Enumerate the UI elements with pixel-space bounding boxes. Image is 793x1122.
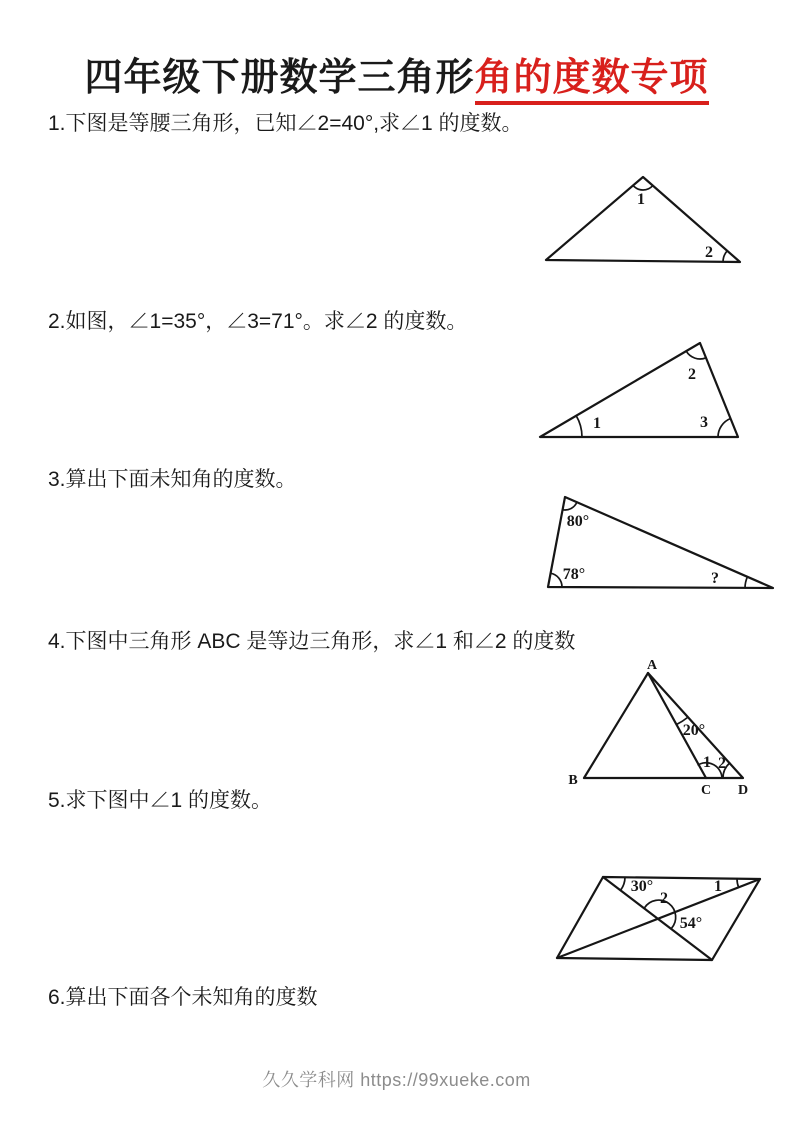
vertex-a-label: A [646, 658, 658, 673]
apex-angle-arc [633, 185, 653, 190]
figure-scalene-triangle [523, 338, 753, 444]
angle-3-label: 3 [700, 414, 708, 431]
angle-20-label: 20° [682, 722, 706, 739]
figure-isosceles-triangle [528, 166, 750, 272]
angle-2-label: 2 [705, 244, 713, 261]
question-3-text: 3.算出下面未知角的度数。 [48, 468, 297, 491]
angle-30-label: 30° [630, 878, 654, 895]
angle-1-arc [737, 879, 739, 888]
diagonal-2 [557, 879, 760, 958]
vertex-d-label: D [737, 783, 749, 798]
title-black-text: 四年级下册数学三角形 [84, 57, 475, 99]
title-red-text: 角的度数专项 [475, 58, 709, 105]
question-6-text: 6.算出下面各个未知角的度数 [48, 986, 318, 1009]
angle-78-label: 78° [562, 566, 586, 583]
figure-unknown-angle-triangle [538, 486, 780, 596]
angle-2-label: 2 [688, 366, 696, 383]
vertex-c-label: C [700, 783, 712, 798]
angle-2-label: 2 [660, 890, 668, 907]
footer-watermark: 久久学科网 https://99xueke.com [262, 1070, 531, 1090]
angle-1-arc [576, 416, 582, 437]
angle-1-label: 1 [714, 878, 722, 895]
question-2-text: 2.如图，∠1=35°，∠3=71°。求∠2 的度数。 [48, 310, 468, 333]
angle-1-label: 1 [637, 191, 645, 208]
base-angle-arc [723, 251, 727, 262]
angle-30-arc [621, 877, 626, 890]
angle-3-arc [718, 419, 731, 438]
question-5-text: 5.求下图中∠1 的度数。 [48, 789, 273, 812]
question-4-text: 4.下图中三角形 ABC 是等边三角形，求∠1 和∠2 的度数 [48, 630, 576, 653]
unknown-angle-label: ? [711, 570, 719, 587]
vertex-b-label: B [568, 773, 578, 788]
angle-54-label: 54° [679, 915, 703, 932]
triangle-outline [540, 343, 738, 437]
page-title [0, 46, 793, 105]
angle-80-label: 80° [566, 513, 590, 530]
left-angle-arc [551, 573, 562, 587]
angle-1-label: 1 [703, 754, 711, 771]
question-1-text: 1.下图是等腰三角形，已知∠2=40°,求∠1 的度数。 [48, 112, 523, 135]
figure-equilateral-triangle-abc [563, 658, 763, 798]
angle-1-label: 1 [593, 415, 601, 432]
angle-2-label: 2 [718, 755, 726, 772]
right-angle-arc [745, 577, 747, 588]
figure-parallelogram-diagonals [543, 853, 775, 971]
